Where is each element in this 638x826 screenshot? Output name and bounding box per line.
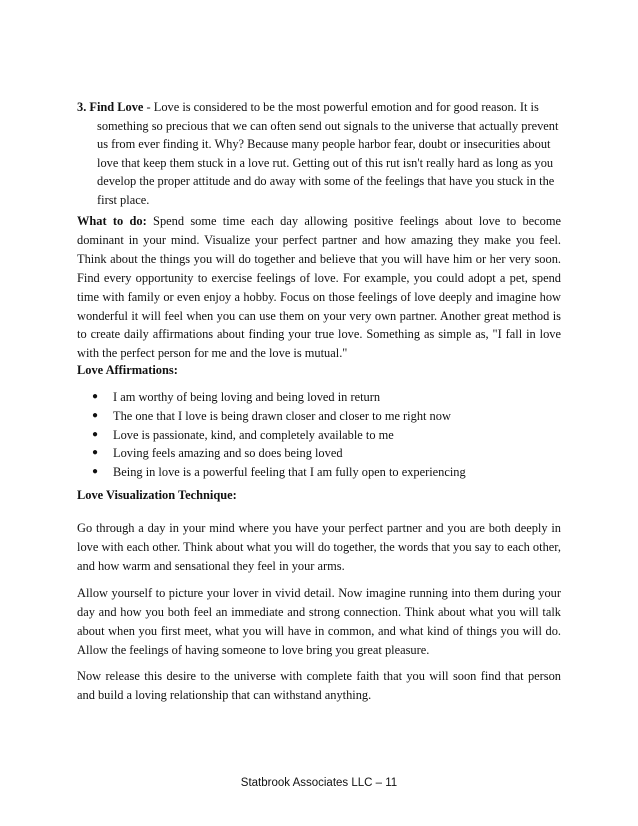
list-item-text: The one that I love is being drawn closer and closer to me right now: [113, 408, 451, 423]
bullet-icon: ●: [92, 428, 99, 440]
affirmations-list: [92, 388, 562, 482]
list-item: [92, 444, 562, 463]
visualization-paragraph-3: Now release this desire to the universe with complete faith that you will soon find that person and build a loving relationship that can withstand anything.: [77, 669, 561, 702]
list-item: [92, 388, 562, 407]
bullet-icon: ●: [92, 466, 99, 478]
list-item: [92, 463, 562, 482]
list-item-text: Being in love is a powerful feeling that I am fully open to experiencing: [113, 465, 466, 480]
visualization-paragraph-2: Allow yourself to picture your lover in vivid detail. Now imagine running into them during your day and how you both feel an immediate and strong connection. Think about what you will talk about when you first meet, what you will have in common, and what kind of things you will do. Allow the feelings of having someone to love bring you great pleasure.: [77, 586, 561, 657]
bullet-icon: ●: [92, 447, 99, 459]
affirmations-heading: Love Affirmations:: [77, 363, 178, 377]
list-item: [92, 407, 562, 426]
list-item-text: I am worthy of being loving and being loved in return: [113, 390, 381, 404]
section-intro-rest: something so precious that we can often send out signals to the universe that actually prevent us from ever finding it. Why? Because many people harbor fear, doubt or insecurities about love that keep them stuck in a love rut. Getting out of this rut isn't really hard as long as you develop the proper attitude and do away with some of the feelings that have you stuck in the first place.: [97, 118, 559, 207]
page-footer: Statbrook Associates LLC – 11: [240, 777, 398, 789]
bullet-icon: ●: [92, 391, 99, 402]
list-item: [92, 426, 562, 445]
bullet-icon: ●: [92, 409, 99, 421]
section-title: 3. Find Love: [77, 100, 144, 114]
section-intro: [77, 98, 561, 209]
what-to-do-text: Spend some time each day allowing positive feelings about love to become dominant in your mind. Visualize your perfect partner and how amazing they make you feel. Think about the things you will do together and believe that you will have him or her very soon. Find every opportunity to exercise feelings of love. For example, you could adopt a pet, spend time with family or even enjoy a hobby. Focus on those feelings of love deeply and imagine how wonderful it will feel when you can use them on your very own partner. Another great method is to create daily affirmations about finding your true love. Something as simple as, "I fall in love with the perfect person for me and the love is mutual.": [77, 214, 561, 361]
visualization-heading: Love Visualization Technique:: [77, 488, 237, 502]
list-item-text: Loving feels amazing and so does being loved: [113, 446, 343, 461]
visualization-paragraph-1: Go through a day in your mind where you have your perfect partner and you are both deeply in love with each other. Think about what you will do together, the words that you say to each other, and how warm and sensational they feel in your arms.: [77, 521, 561, 573]
what-to-do-label: What to do:: [77, 214, 147, 228]
section-intro-first-line: [77, 98, 561, 117]
what-to-do-paragraph: [77, 212, 561, 363]
list-item-text: Love is passionate, kind, and completely available to me: [113, 427, 394, 442]
section-intro-first-text: - Love is considered to be the most powerful emotion and for good reason. It is: [143, 100, 539, 114]
